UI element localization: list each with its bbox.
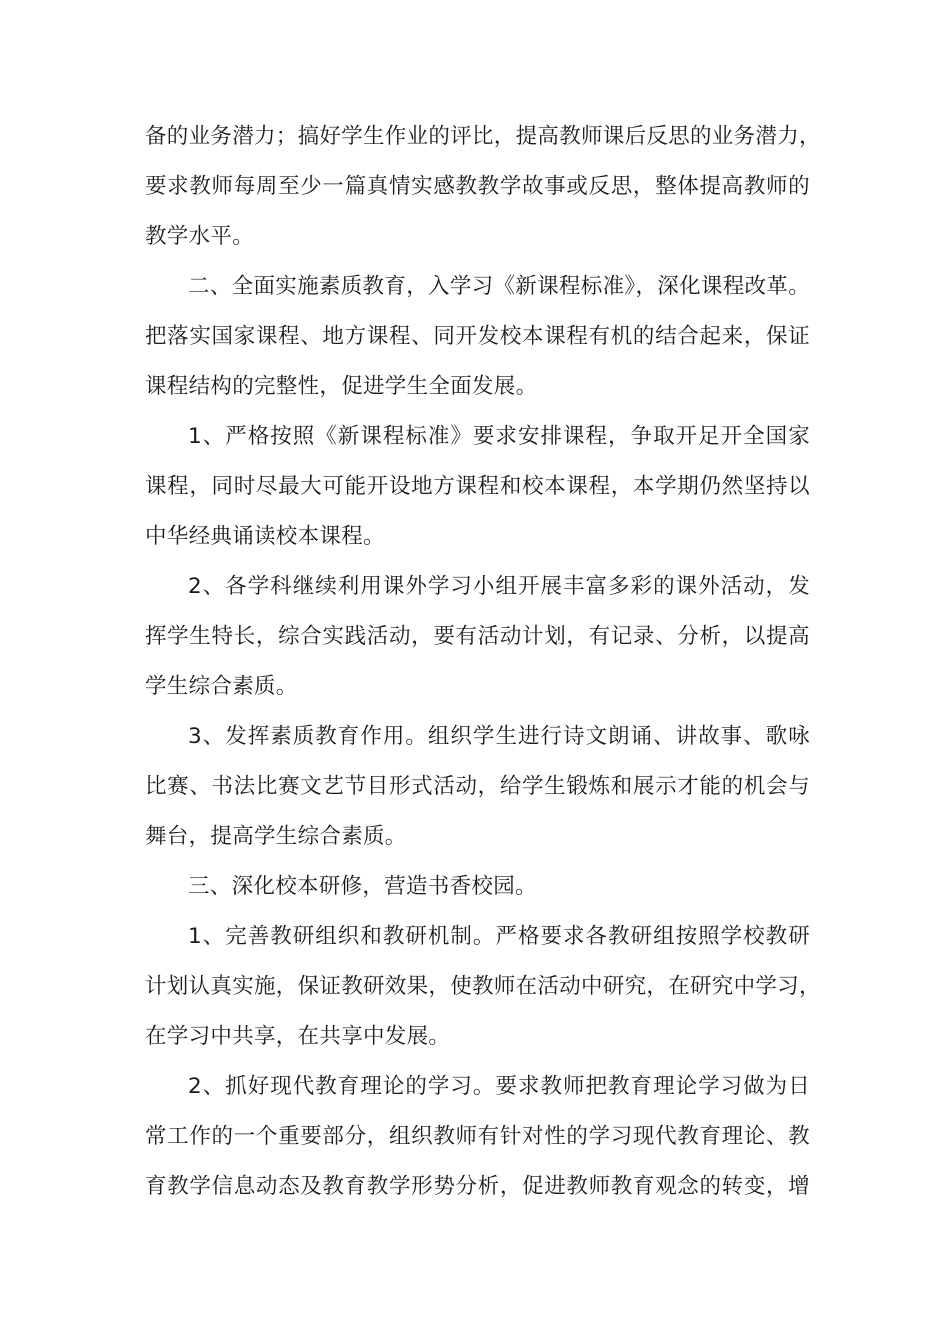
text-line-19: 在学习中共享，在共享中发展。 [145, 1024, 451, 1049]
text-line-6: 课程结构的完整性，促进学生全面发展。 [145, 374, 538, 399]
text-line-14: 比赛、书法比赛文艺节目形式活动，给学生锻炼和展示才能的机会与 [145, 774, 810, 799]
text-line-11: 挥学生特长，综合实践活动，要有活动计划，有记录、分析，以提高 [145, 624, 810, 649]
list-item-1-start: 1、严格按照《新课程标准》要求安排课程，争取开足开全国家 [188, 424, 810, 449]
research-item-1-start: 1、完善教研组织和教研机制。严格要求各教研组按照学校教研 [188, 924, 810, 949]
text-line-15: 舞台，提高学生综合素质。 [145, 824, 407, 849]
text-line-22: 育教学信息动态及教育教学形势分析，促进教师教育观念的转变，增 [145, 1174, 810, 1199]
text-line-12: 学生综合素质。 [145, 674, 298, 699]
text-line-8: 课程，同时尽最大可能开设地方课程和校本课程，本学期仍然坚持以 [145, 474, 810, 499]
text-line-1: 备的业务潜力；搞好学生作业的评比，提高教师课后反思的业务潜力， [145, 124, 821, 149]
list-item-2-start: 2、各学科继续利用课外学习小组开展丰富多彩的课外活动，发 [188, 574, 810, 599]
text-line-21: 常工作的一个重要部分，组织教师有针对性的学习现代教育理论、教 [145, 1124, 810, 1149]
text-line-5: 把落实国家课程、地方课程、同开发校本课程有机的结合起来，保证 [145, 324, 810, 349]
list-item-3-start: 3、发挥素质教育作用。组织学生进行诗文朗诵、讲故事、歌咏 [188, 724, 810, 749]
section-heading-2: 二、全面实施素质教育，入学习《新课程标准》，深化课程改革。 [188, 274, 810, 299]
section-heading-3: 三、深化校本研修，营造书香校园。 [188, 874, 537, 899]
text-line-9: 中华经典诵读校本课程。 [145, 524, 385, 549]
text-line-3: 教学水平。 [145, 224, 255, 249]
text-line-2: 要求教师每周至少一篇真情实感教教学故事或反思，整体提高教师的 [145, 174, 810, 199]
text-line-18: 计划认真实施，保证教研效果，使教师在活动中研究，在研究中学习， [145, 974, 821, 999]
research-item-2-start: 2、抓好现代教育理论的学习。要求教师把教育理论学习做为日 [188, 1074, 810, 1099]
